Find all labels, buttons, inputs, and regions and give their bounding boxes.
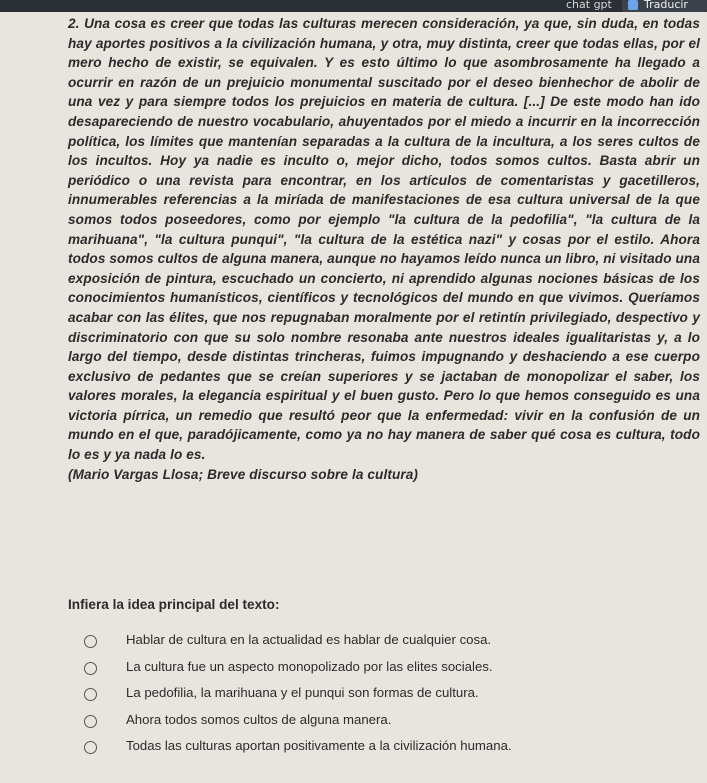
answer-option[interactable] xyxy=(60,712,700,739)
answer-options xyxy=(60,632,700,765)
answer-option[interactable] xyxy=(60,685,700,712)
answer-option[interactable] xyxy=(60,632,700,659)
answer-option-label: Todas las culturas aportan positivamente a la civilización humana. xyxy=(126,738,512,753)
answer-option-label: La cultura fue un aspecto monopolizado por las elites sociales. xyxy=(126,658,493,674)
answer-option-label: Hablar de cultura en la actualidad es hablar de cualquier cosa. xyxy=(126,632,492,647)
chat-gpt-label[interactable]: chat gpt xyxy=(566,0,612,11)
translate-button[interactable] xyxy=(622,0,707,12)
radio-button[interactable] xyxy=(84,662,97,675)
answer-option-label: La pedofilia, la marihuana y el punqui son formas de cultura. xyxy=(126,685,479,700)
passage-text: 2. Una cosa es creer que todas las culturas merecen consideración, ya que, sin duda, en todas hay aportes positivos a la civilización humana, y otra, muy distinta, creer que todas ellas, por el mero hecho de existir, se equivalen. Y es esto último lo que asombrosamente ha llegado a ocurrir en razón de un prejuicio monumental suscitado por el deseo bienhechor de abolir de una vez y para siempre todos los prejuicios en materia de cultura. [...] De este modo han ido desapareciendo de nuestro vocabulario, ahuyentados por el miedo a incurrir en la incorrección política, los límites que mantenían separadas a la cultura de la incultura, a los seres cultos de los incultos. Hoy ya nadie es inculto o, mejor dicho, todos somos cultos. Basta abrir un periódico o una revista para encontrar, en los artículos de comentaristas y gacetilleros, innumerables referencias a la miríada de manifestaciones de esa cultura universal de la que somos todos poseedores, como por ejemplo "la cultura de la pedofilia", "la cultura de la marihuana", "la cultura punqui", "la cultura de la estética nazi" y cosas por el estilo. Ahora todos somos cultos de alguna manera, aunque no hayamos leído nunca un libro, ni visitado una exposición de pintura, escuchado un concierto, ni aprendido algunas nociones básicas de los conocimientos humanísticos, científicos y tecnológicos del mundo en que vivimos. Queríamos acabar con las élites, que nos repugnaban moralmente por el retintín privilegiado, despectivo y discriminatorio con que su solo nombre resonaba ante nuestros ideales igualitaristas y, a lo largo del tiempo, desde distintas trincheras, fuimos impugnando y deshaciendo a ese cuerpo exclusivo de pedantes que se creían superiores y se jactaban de monopolizar el saber, los valores morales, la elegancia espiritual y el buen gusto. Pero lo que hemos conseguido es una victoria pírrica, un remedio que resultó peor que la enfermedad: vivir en la confusión de un mundo en el que, paradójicamente, como ya no hay manera de saber qué cosa es cultura, todo lo es y ya nada lo es. xyxy=(68,16,700,463)
radio-button[interactable] xyxy=(84,715,97,728)
radio-button[interactable] xyxy=(84,741,97,754)
answer-option[interactable] xyxy=(60,659,700,686)
radio-button[interactable] xyxy=(84,635,97,648)
radio-button[interactable] xyxy=(84,688,97,701)
reading-passage xyxy=(68,14,700,484)
passage-citation: (Mario Vargas Llosa; Breve discurso sobre la cultura) xyxy=(68,466,419,482)
answer-option-label: Ahora todos somos cultos de alguna manera. xyxy=(126,711,392,727)
question-prompt: Infiera la idea principal del texto: xyxy=(68,597,280,612)
browser-toolbar xyxy=(0,0,707,12)
translate-icon xyxy=(628,0,638,10)
translate-label: Traducir xyxy=(644,0,688,11)
answer-option[interactable] xyxy=(60,738,700,765)
